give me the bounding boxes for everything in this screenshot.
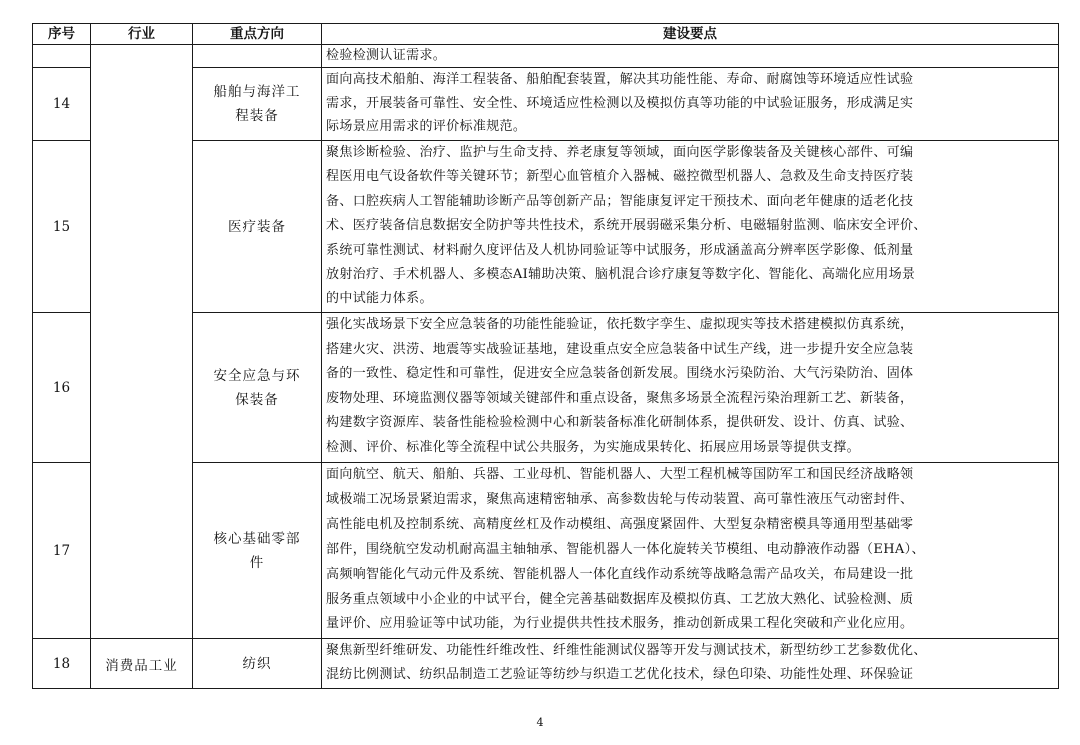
- point-line: 服务重点领域中小企业的中试平台，健全完善基础数据库及模拟仿真、工艺放大熟化、试验检测、质: [326, 591, 914, 607]
- row-points: [322, 141, 1059, 313]
- row-direction: [193, 68, 322, 141]
- point-line: 搭建火灾、洪涝、地震等实战验证基地，建设重点安全应急装备中试生产线，进一步提升安全应急装: [326, 341, 914, 357]
- point-line: 域极端工况场景紧迫需求，聚焦高速精密轴承、高参数齿轮与传动装置、高可靠性液压气动密封件、: [326, 491, 914, 507]
- direction-line: 核心基础零部: [213, 530, 301, 547]
- direction-line: 船舶与海洋工: [213, 84, 301, 100]
- point-line: 备的一致性、稳定性和可靠性，促进安全应急装备创新发展。围绕水污染防治、大气污染防治、固体: [326, 366, 914, 382]
- point-line: 需求，开展装备可靠性、安全性、环境适应性检测以及模拟仿真等功能的中试验证服务，形成满足实: [326, 95, 914, 111]
- point-line: 强化实战场景下安全应急装备的功能性能验证，依托数字孪生、虚拟现实等技术搭建模拟仿真系统，: [326, 317, 914, 332]
- point-line: 系统可靠性测试、材料耐久度评估及人机协同验证等中试服务，形成涵盖高分辨率医学影像、低剂量: [326, 242, 914, 258]
- point-line: 聚焦诊断检验、治疗、监护与生命支持、养老康复等领域，面向医学影像装备及关键核心部件、可编: [326, 145, 914, 160]
- header-points: 建设要点: [322, 24, 1059, 45]
- point-line: 高性能电机及控制系统、高精度丝杠及作动模组、高强度紧固件、大型复杂精密模具等通用型基础零: [326, 516, 914, 532]
- point-line: 的中试能力体系。: [326, 291, 433, 307]
- row-direction: [193, 45, 322, 68]
- point-line: 混纺比例测试、纺织品制造工艺验证等纺纱与织造工艺优化技术，绿色印染、功能性处理、环保验证: [326, 666, 914, 682]
- direction-line: 件: [249, 554, 265, 571]
- row-industry: 消费品工业: [91, 639, 193, 689]
- row-num: [33, 45, 91, 68]
- point-line: 备、口腔疾病人工智能辅助诊断产品等创新产品；智能康复评定干预技术、面向老年健康的适老化技: [326, 193, 914, 209]
- table-row: [33, 639, 1059, 689]
- row-points: [322, 313, 1059, 463]
- point-line: 聚焦新型纤维研发、功能性纤维改性、纤维性能测试仪器等开发与测试技术，新型纺纱工艺参数优化、: [326, 643, 927, 658]
- row-num: 16: [33, 313, 91, 463]
- row-direction: [193, 463, 322, 639]
- row-industry: [91, 45, 193, 639]
- point-line: 部件，围绕航空发动机耐高温主轴轴承、智能机器人一体化旋转关节模组、电动静液作动器（EHA）、: [326, 541, 925, 557]
- point-line: 术、医疗装备信息数据安全防护等共性技术，系统开展弱磁采集分析、电磁辐射监测、临床安全评价、: [326, 218, 927, 234]
- row-num: 15: [33, 141, 91, 313]
- standards-table: [32, 23, 1059, 689]
- row-direction: [193, 313, 322, 463]
- row-num: 17: [33, 463, 91, 639]
- row-num: 18: [33, 639, 91, 689]
- point-line: 程医用电气设备软件等关键环节；新型心血管植介入器械、磁控微型机器人、急救及生命支持医疗装: [326, 169, 914, 185]
- row-num: 14: [33, 68, 91, 141]
- point-line: 检测、评价、标准化等全流程中试公共服务，为实施成果转化、拓展应用场景等提供支撑。: [326, 439, 861, 455]
- direction-line: 保装备: [235, 391, 279, 408]
- direction-line: 纺织: [242, 655, 272, 672]
- point-line: 面向航空、航天、船舶、兵器、工业母机、智能机器人、大型工程机械等国防军工和国民经济战略领: [326, 467, 914, 482]
- header-num: 序号: [33, 24, 91, 45]
- row-direction: [193, 141, 322, 313]
- row-points: [322, 639, 1059, 689]
- table-header-row: [33, 24, 1059, 45]
- direction-line: 安全应急与环: [213, 367, 301, 384]
- table-row: [33, 45, 1059, 68]
- point-line: 废物处理、环境监测仪器等领域关键部件和重点设备，聚焦多场景全流程污染治理新工艺、新装备，: [326, 390, 914, 406]
- direction-line: 程装备: [235, 108, 279, 124]
- point-line: 面向高技术船舶、海洋工程装备、船舶配套装置，解决其功能性能、寿命、耐腐蚀等环境适应性试验: [326, 72, 914, 87]
- point-line: 际场景应用需求的评价标准规范。: [326, 119, 527, 134]
- row-points: [322, 45, 1059, 68]
- point-line: 检验检测认证需求。: [326, 48, 447, 63]
- point-line: 量评价、应用验证等中试功能，为行业提供共性技术服务，推动创新成果工程化突破和产业化应用。: [326, 616, 914, 632]
- direction-line: 医疗装备: [228, 218, 286, 235]
- header-industry: 行业: [91, 24, 193, 45]
- row-direction: [193, 639, 322, 689]
- point-line: 高频响智能化气动元件及系统、智能机器人一体化直线作动系统等战略急需产品攻关，布局建设一批: [326, 566, 914, 582]
- header-direction: 重点方向: [193, 24, 322, 45]
- row-points: [322, 68, 1059, 141]
- page-number: 4: [536, 716, 544, 729]
- point-line: 构建数字资源库、装备性能检验检测中心和新装备标准化研制体系，提供研发、设计、仿真、试验、: [326, 415, 914, 431]
- point-line: 放射治疗、手术机器人、多模态AI辅助决策、脑机混合诊疗康复等数字化、智能化、高端化应用场景: [326, 267, 916, 283]
- row-points: [322, 463, 1059, 639]
